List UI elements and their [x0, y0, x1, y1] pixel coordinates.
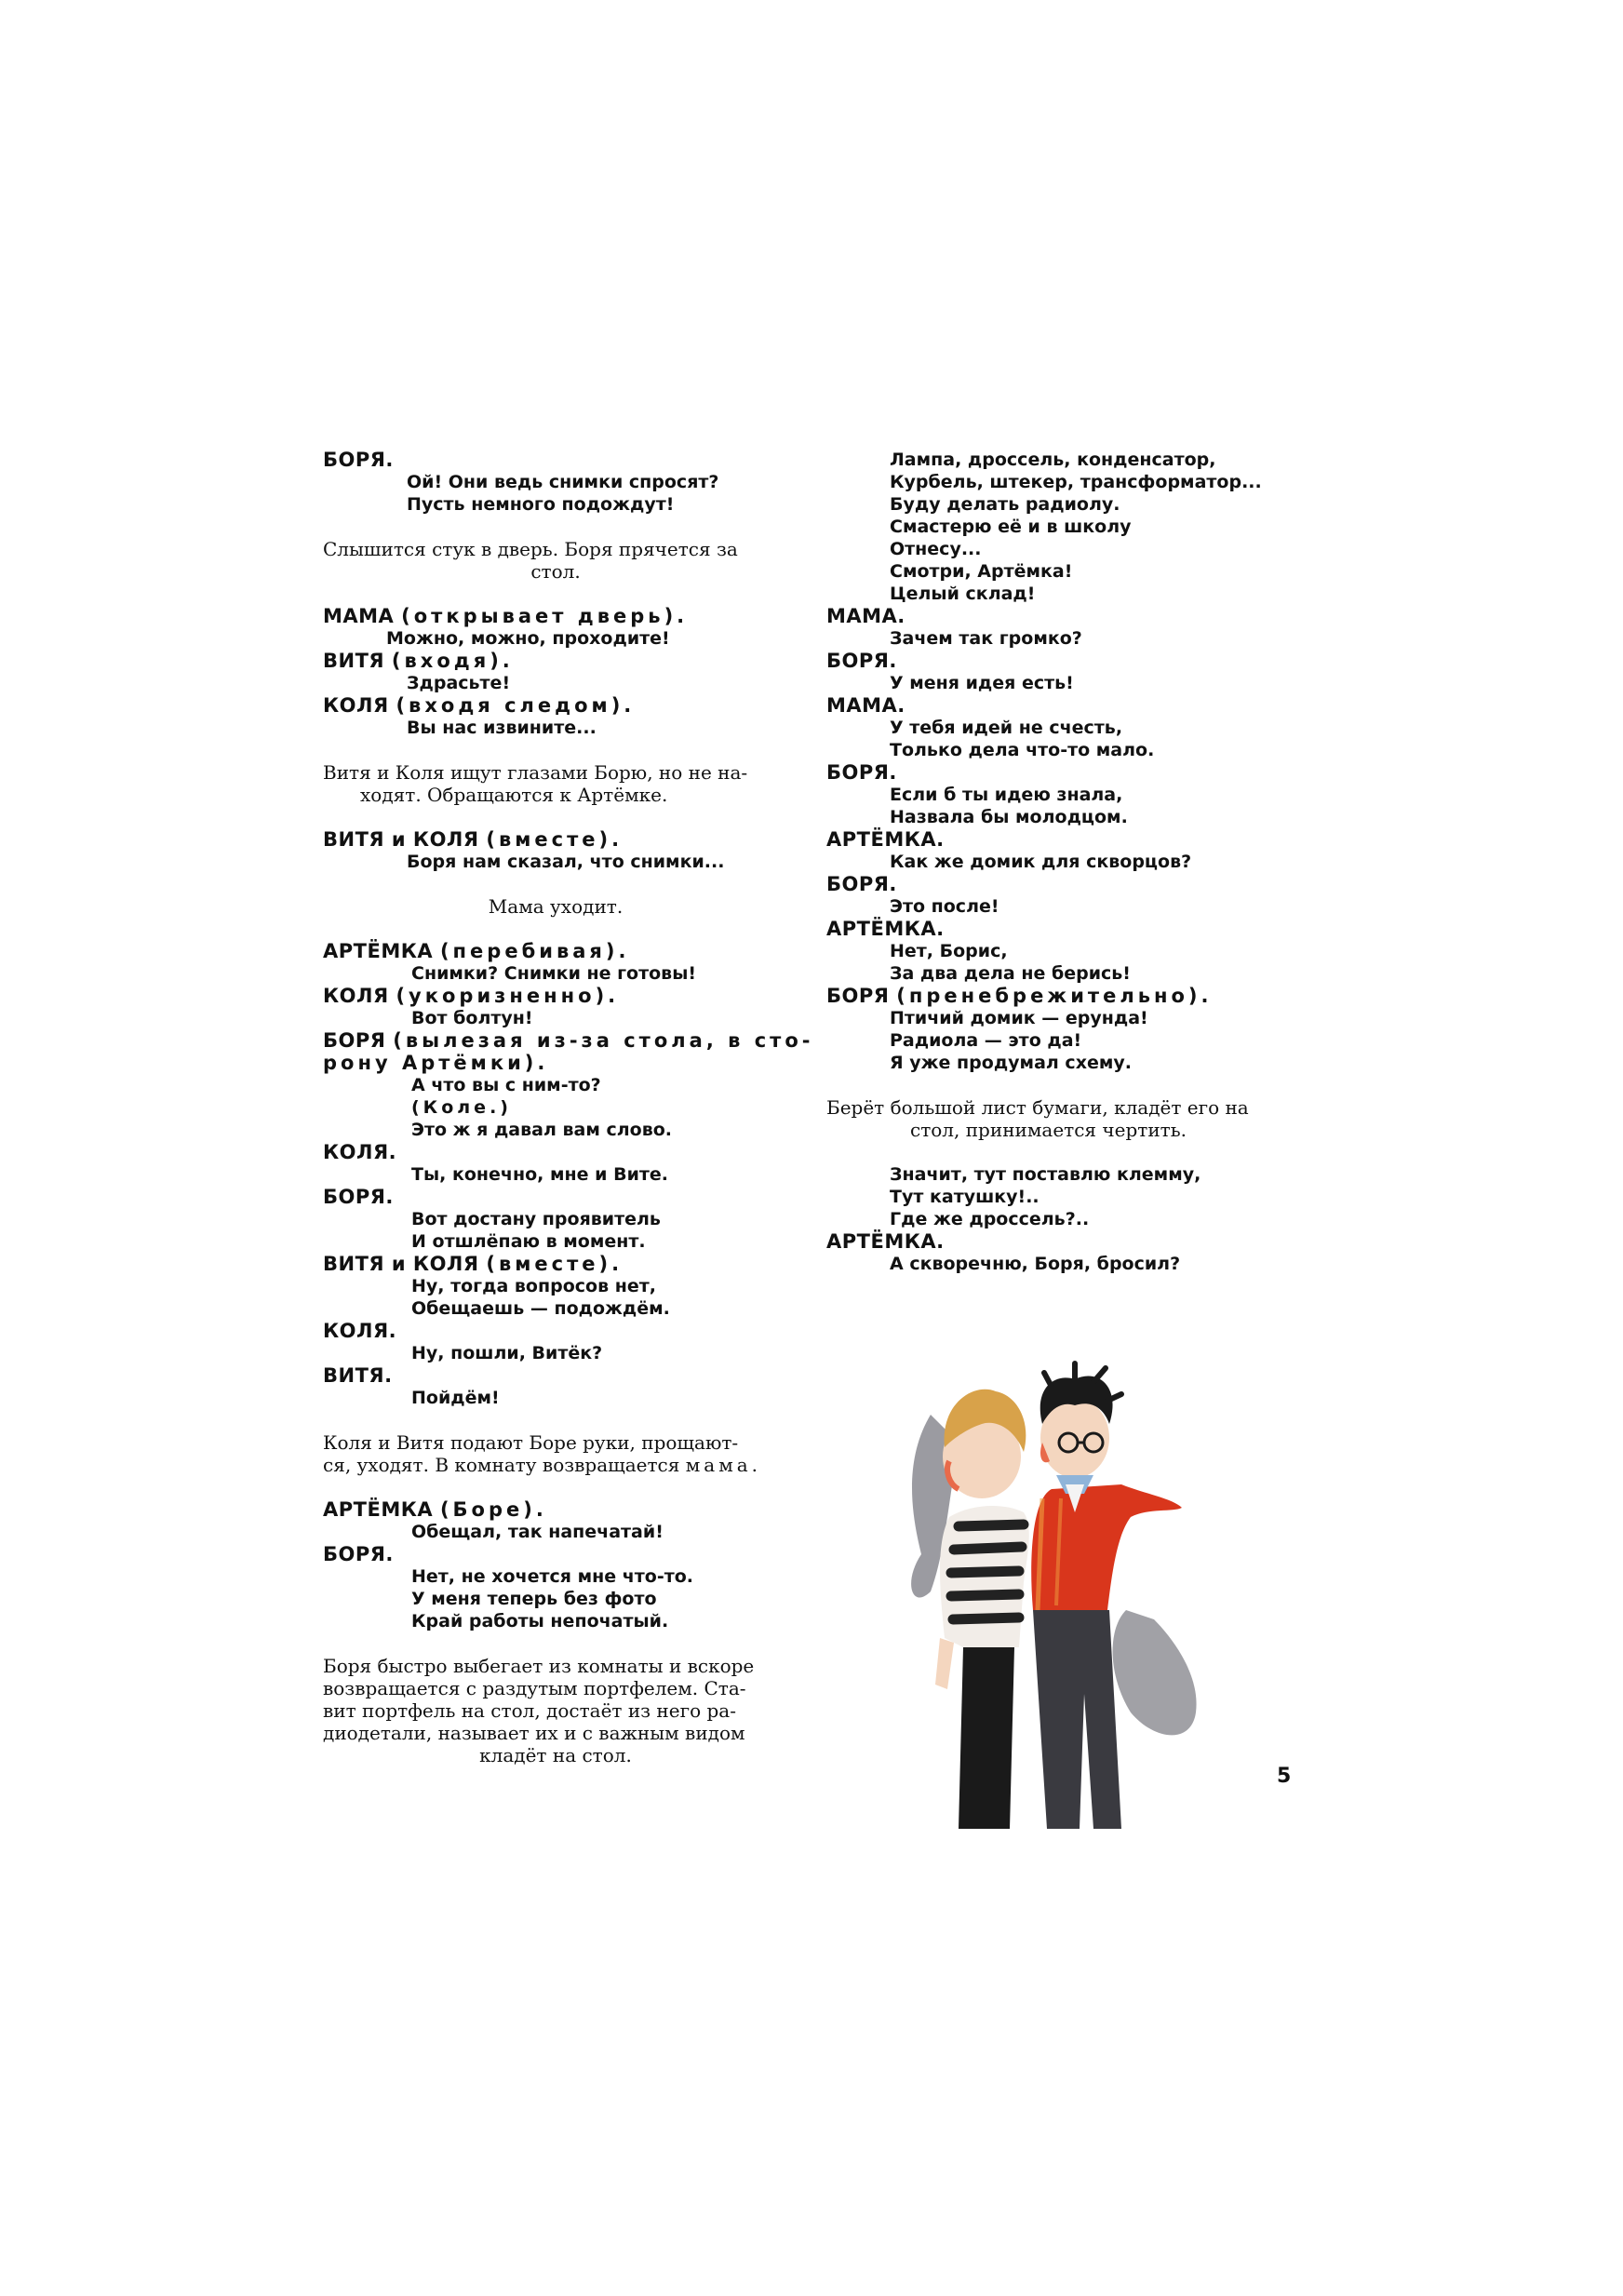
- right-column: [826, 449, 1310, 1275]
- stage-direction: Коля и Витя подают Боре руки, прощают-: [323, 1431, 739, 1454]
- dialogue-line: Курбель, штекер, трансформатор...: [890, 472, 1262, 492]
- boys-illustration: [893, 1275, 1238, 1843]
- speaker-name: БОРЯ (пренебрежительно).: [826, 985, 1213, 1007]
- dialogue-line: У меня идея есть!: [890, 673, 1074, 693]
- dialogue-line: Здрасьте!: [407, 673, 511, 693]
- dialogue-line: Вы нас извините...: [407, 718, 597, 738]
- speaker-name: КОЛЯ (укоризненно).: [323, 985, 620, 1007]
- speaker-name: КОЛЯ.: [323, 1141, 397, 1163]
- speaker-name: МАМА.: [826, 694, 905, 717]
- dialogue-line: Тут катушку!..: [890, 1187, 1040, 1207]
- speaker-name: АРТЁМКА.: [826, 1230, 945, 1253]
- speaker-name: ВИТЯ и КОЛЯ (вместе).: [323, 828, 624, 851]
- speaker-direction: (Боре).: [439, 1498, 547, 1521]
- dark-haired-boy: [1031, 1363, 1182, 1829]
- dialogue-line: Боря нам сказал, что снимки...: [407, 852, 725, 872]
- stage-direction: Мама уходит.: [488, 895, 624, 918]
- speaker-name: БОРЯ.: [323, 1543, 394, 1565]
- speaker-direction: (перебивая).: [439, 940, 630, 962]
- speaker-name: МАМА.: [826, 605, 905, 627]
- speaker-name: БОРЯ.: [323, 1186, 394, 1208]
- dialogue-line: Обещал, так напечатай!: [411, 1522, 664, 1542]
- dialogue-line: Снимки? Снимки не готовы!: [411, 963, 697, 984]
- speaker-name: БОРЯ.: [826, 650, 897, 672]
- speaker-name: БОРЯ (вылезая из-за стола, в сто-: [323, 1029, 814, 1052]
- dialogue-line: Ну, тогда вопросов нет,: [411, 1276, 656, 1296]
- dialogue-direction: (Коле.): [411, 1097, 512, 1118]
- dialogue-line: За два дела не берись!: [890, 963, 1131, 984]
- speaker-name: АРТЁМКА.: [826, 828, 945, 851]
- speaker-direction: (открывает дверь).: [401, 605, 689, 627]
- dialogue-line: Смотри, Артёмка!: [890, 561, 1073, 582]
- stage-direction: диодетали, называет их и с важным видом: [323, 1722, 745, 1744]
- speaker-direction: (вместе).: [486, 1253, 624, 1275]
- dialogue-line: Ой! Они ведь снимки спросят?: [407, 472, 719, 492]
- dialogue-line: А что вы с ним-то?: [411, 1075, 601, 1095]
- stage-direction: стол.: [530, 560, 581, 583]
- dialogue-line: Я уже продумал схему.: [890, 1053, 1132, 1073]
- stage-direction: ся, уходят. В комнату возвращается мама.: [323, 1454, 762, 1476]
- dialogue-line: У тебя идей не счесть,: [890, 718, 1123, 738]
- speaker-direction: (вместе).: [486, 828, 624, 851]
- dialogue-line: Ну, пошли, Витёк?: [411, 1343, 603, 1363]
- dialogue-line: Значит, тут поставлю клемму,: [890, 1164, 1201, 1185]
- stage-direction: Боря быстро выбегает из комнаты и вскоре: [323, 1655, 755, 1677]
- speaker-name: БОРЯ.: [323, 449, 394, 471]
- dialogue-line: Отнесу...: [890, 539, 982, 559]
- speaker-name: КОЛЯ.: [323, 1320, 397, 1342]
- stage-direction: кладёт на стол.: [479, 1744, 632, 1766]
- speaker-direction: рону Артёмки).: [323, 1052, 549, 1074]
- dialogue-line: Радиола — это да!: [890, 1030, 1082, 1051]
- speaker-direction: (вылезая из-за стола, в сто-: [393, 1029, 814, 1052]
- stage-direction: Берёт большой лист бумаги, кладёт его на: [826, 1096, 1249, 1119]
- speaker-name: АРТЁМКА (перебивая).: [323, 940, 630, 962]
- speaker-name: КОЛЯ (входя следом).: [323, 694, 636, 717]
- dialogue-line: Вот болтун!: [411, 1008, 533, 1028]
- stage-direction: возвращается с раздутым портфелем. Ста-: [323, 1677, 746, 1699]
- dialogue-line: Можно, можно, проходите!: [386, 628, 670, 649]
- stage-direction: ходят. Обращаются к Артёмке.: [360, 784, 668, 806]
- dialogue-line: А скворечню, Боря, бросил?: [890, 1254, 1181, 1274]
- dialogue-line: Это после!: [890, 896, 999, 917]
- dialogue-line: Только дела что-то мало.: [890, 740, 1155, 760]
- speaker-name: ВИТЯ.: [323, 1364, 393, 1387]
- speaker-name: АРТЁМКА.: [826, 918, 945, 940]
- speaker-name: БОРЯ.: [826, 873, 897, 895]
- dialogue-line: Как же домик для скворцов?: [890, 852, 1192, 872]
- speaker-direction: (укоризненно).: [396, 985, 620, 1007]
- dialogue-line: Ты, конечно, мне и Вите.: [411, 1164, 668, 1185]
- blond-boy: [935, 1390, 1029, 1829]
- left-column: [323, 449, 814, 1766]
- dialogue-line: Край работы непочатый.: [411, 1611, 669, 1631]
- dialogue-line: Пусть немного подождут!: [407, 494, 675, 515]
- dialogue-line: Нет, не хочется мне что-то.: [411, 1566, 694, 1587]
- dialogue-line: Где же дроссель?..: [890, 1209, 1090, 1229]
- page-number: 5: [1277, 1765, 1292, 1788]
- stage-direction: стол, принимается чертить.: [910, 1119, 1187, 1141]
- stage-direction: вит портфель на стол, достаёт из него ра-: [323, 1699, 736, 1722]
- dialogue-line: У меня теперь без фото: [411, 1589, 657, 1609]
- speaker-direction: (пренебрежительно).: [896, 985, 1213, 1007]
- dialogue-line: И отшлёпаю в момент.: [411, 1231, 646, 1252]
- dialogue-line: Целый склад!: [890, 584, 1036, 604]
- dialogue-line: Птичий домик — ерунда!: [890, 1008, 1148, 1028]
- dialogue-line: Смастерю её и в школу: [890, 517, 1132, 537]
- dialogue-line: Это ж я давал вам слово.: [411, 1120, 673, 1140]
- speaker-name: ВИТЯ (входя).: [323, 650, 514, 672]
- stage-direction: Слышится стук в дверь. Боря прячется за: [323, 538, 738, 560]
- stage-direction: Витя и Коля ищут глазами Борю, но не на-: [323, 761, 748, 784]
- dialogue-line: Буду делать радиолу.: [890, 494, 1120, 515]
- speaker-name: ВИТЯ и КОЛЯ (вместе).: [323, 1253, 624, 1275]
- speaker-name: АРТЁМКА (Боре).: [323, 1498, 547, 1521]
- dialogue-line: Вот достану проявитель: [411, 1209, 661, 1229]
- shadow-blot: [1113, 1610, 1197, 1735]
- speaker-name: МАМА (открывает дверь).: [323, 605, 689, 627]
- speaker-direction: (входя следом).: [396, 694, 636, 717]
- dialogue-line: Нет, Борис,: [890, 941, 1008, 961]
- dialogue-line: Обещаешь — подождём.: [411, 1298, 670, 1319]
- dialogue-line: Назвала бы молодцом.: [890, 807, 1128, 827]
- dialogue-line: Если б ты идею знала,: [890, 785, 1123, 805]
- dialogue-line: Пойдём!: [411, 1388, 500, 1408]
- dialogue-line: Лампа, дроссель, конденсатор,: [890, 450, 1216, 470]
- speaker-direction: (входя).: [391, 650, 514, 672]
- dialogue-line: Зачем так громко?: [890, 628, 1082, 649]
- speaker-name: БОРЯ.: [826, 761, 897, 784]
